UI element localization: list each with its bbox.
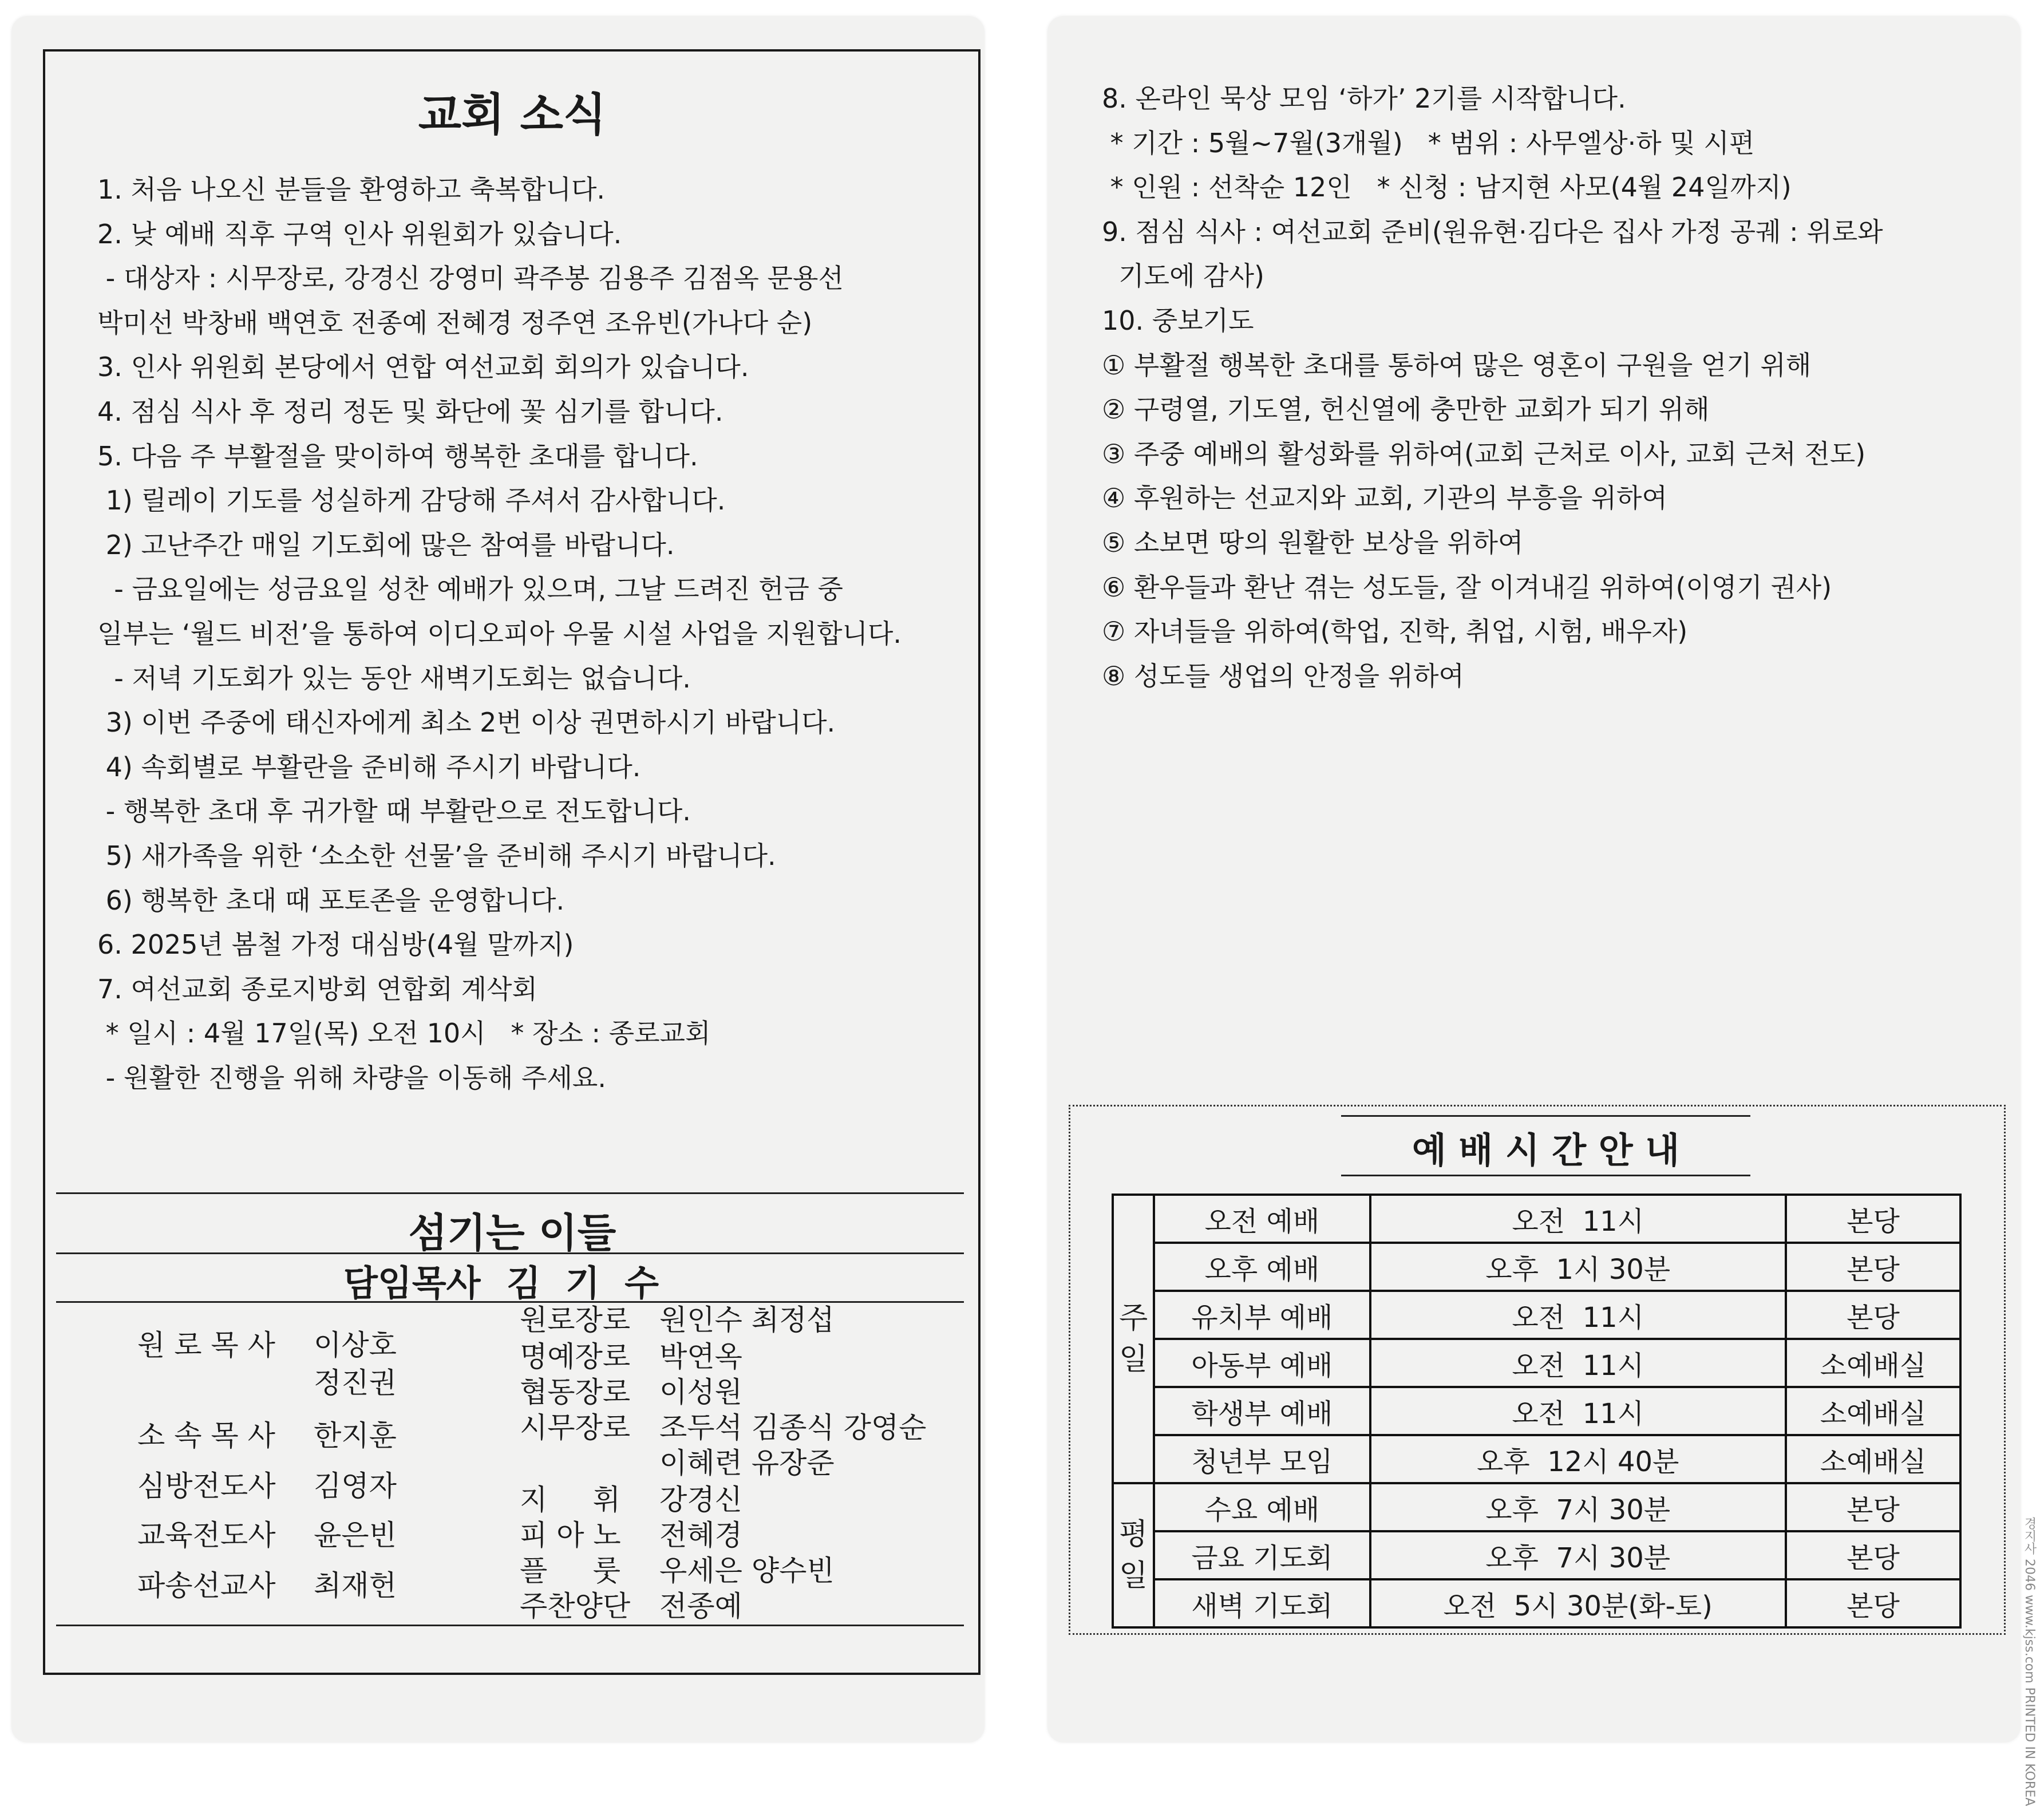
news-item: ⑦ 자녀들을 위하여(학업, 진학, 취업, 시험, 배우자) [1102,616,1688,647]
news-item: * 인원 : 선착순 12인 * 신청 : 남지현 사모(4월 24일까지) [1102,172,1792,203]
news-item: - 행복한 초대 후 귀가할 때 부활란으로 전도합니다. [97,796,691,827]
news-item: 기도에 감사) [1102,260,1264,292]
news-item: 4) 속회별로 부활란을 준비해 주시기 바랍니다. [97,751,641,783]
schedule-row [1113,1483,1960,1531]
staff-role: 파송선교사 [137,1569,276,1602]
staff-role: 주찬양단 [520,1590,631,1623]
schedule-title: 예 배 시 간 안 내 [1412,1129,1680,1171]
service-place: 본당 [1786,1195,1960,1243]
news-item: 2) 고난주간 매일 기도회에 많은 참여를 바랍니다. [97,529,675,560]
schedule-row [1113,1195,1960,1243]
staff-name: 박연옥 [659,1340,742,1373]
news-item: 8. 온라인 묵상 모임 ‘하가’ 2기를 시작합니다. [1102,83,1626,114]
schedule-group-label: 평 일 [1113,1483,1154,1627]
staff-name: 전종예 [659,1590,742,1623]
schedule-group-label: 주 일 [1113,1195,1154,1483]
news-item: 6) 행복한 초대 때 포토존을 운영합니다. [97,884,565,916]
news-item: 5. 다음 주 부활절을 맞이하여 행복한 초대를 합니다. [97,440,698,472]
news-item: * 일시 : 4월 17일(목) 오전 10시 * 장소 : 종로교회 [97,1018,711,1049]
staff-role: 협동장로 [520,1376,631,1409]
staff-name: 강경신 [659,1483,742,1516]
schedule-row [1113,1243,1960,1291]
service-place: 본당 [1786,1243,1960,1291]
news-item: 일부는 ‘월드 비전’을 통하여 이디오피아 우물 시설 사업을 지원합니다. [97,618,902,649]
service-place: 본당 [1786,1483,1960,1531]
schedule-row [1113,1291,1960,1339]
service-time: 오전 11시 [1370,1291,1786,1339]
service-name: 새벽 기도회 [1154,1579,1370,1627]
schedule-row [1113,1339,1960,1387]
staff-name: 최재헌 [314,1569,397,1602]
staff-name: 이성원 [659,1376,742,1409]
senior-pastor-label: 담임목사 [343,1262,481,1304]
service-time: 오전 11시 [1370,1339,1786,1387]
service-name: 오후 예배 [1154,1243,1370,1291]
staff-role: 플 룻 [520,1554,621,1587]
schedule-row [1113,1387,1960,1435]
news-item: 4. 점심 식사 후 정리 정돈 및 화단에 꽃 심기를 합니다. [97,396,723,427]
staff-role: 원로장로 [520,1303,631,1337]
staff-role: 명예장로 [520,1340,631,1373]
staff-name: 원인수 최정섭 [659,1303,835,1337]
imprint-text: 경지사 2046 www.kjss.com PRINTED IN KOREA [2022,1517,2037,1806]
divider [1341,1175,1750,1176]
staff-name: 한지훈 [314,1419,397,1452]
news-item: 1. 처음 나오신 분들을 환영하고 축복합니다. [97,174,606,205]
service-name: 아동부 예배 [1154,1339,1370,1387]
service-time: 오후 12시 40분 [1370,1435,1786,1483]
service-name: 수요 예배 [1154,1483,1370,1531]
staff-name: 김영자 [314,1469,397,1503]
news-item: 9. 점심 식사 : 여선교회 준비(원유현·김다은 집사 가정 공궤 : 위로와 [1102,216,1883,247]
news-item: ⑥ 환우들과 환난 겪는 성도들, 잘 이겨내길 위하여(이영기 권사) [1102,571,1832,603]
staff-name: 정진권 [314,1366,397,1400]
staff-name: 이혜련 유장준 [659,1447,835,1480]
service-time: 오후 7시 30분 [1370,1483,1786,1531]
service-time: 오후 1시 30분 [1370,1243,1786,1291]
staff-name: 이상호 [314,1329,397,1362]
staff-role: 피 아 노 [520,1519,621,1552]
news-item: ⑧ 성도들 생업의 안정을 위하여 [1102,660,1464,691]
schedule-row [1113,1531,1960,1579]
divider [1341,1115,1750,1117]
news-item: * 기간 : 5월~7월(3개월) * 범위 : 사무엘상·하 및 시편 [1102,127,1755,159]
service-place: 본당 [1786,1291,1960,1339]
news-item: 5) 새가족을 위한 ‘소소한 선물’을 준비해 주시기 바랍니다. [97,840,776,871]
service-time: 오전 11시 [1370,1195,1786,1243]
service-name: 학생부 예배 [1154,1387,1370,1435]
staff-role: 시무장로 [520,1411,631,1444]
news-item: 3) 이번 주중에 태신자에게 최소 2번 이상 권면하시기 바랍니다. [97,707,836,738]
divider [56,1252,964,1254]
news-item: 2. 낮 예배 직후 구역 인사 위원회가 있습니다. [97,218,622,250]
news-item: - 대상자 : 시무장로, 강경신 강영미 곽주봉 김용주 김점옥 문용선 [97,263,844,294]
service-time: 오전 5시 30분(화-토) [1370,1579,1786,1627]
service-name: 오전 예배 [1154,1195,1370,1243]
news-title: 교회 소식 [418,89,607,141]
staff-name: 조두석 김종식 강영순 [659,1411,927,1444]
staff-name: 우세은 양수빈 [659,1554,835,1587]
news-item: 3. 인사 위원회 본당에서 연합 여선교회 회의가 있습니다. [97,351,749,383]
staff-role: 심방전도사 [137,1469,276,1503]
divider [56,1625,964,1626]
service-time: 오전 11시 [1370,1387,1786,1435]
news-item: 7. 여선교회 종로지방회 연합회 계삭회 [97,973,537,1005]
senior-pastor-name: 김 기 수 [507,1262,659,1304]
news-item: ③ 주중 예배의 활성화를 위하여(교회 근처로 이사, 교회 근처 전도) [1102,438,1866,469]
news-item: ⑤ 소보면 땅의 원활한 보상을 위하여 [1102,527,1524,558]
staff-role: 지 휘 [520,1483,621,1516]
staff-name: 전혜경 [659,1519,742,1552]
service-name: 유치부 예배 [1154,1291,1370,1339]
schedule-table [1112,1194,1962,1629]
schedule-row [1113,1579,1960,1627]
schedule-row [1113,1435,1960,1483]
service-place: 본당 [1786,1531,1960,1579]
news-item: 10. 중보기도 [1102,305,1254,336]
news-item: 박미선 박창배 백연호 전종예 전혜경 정주연 조유빈(가나다 순) [97,307,813,338]
service-time: 오후 7시 30분 [1370,1531,1786,1579]
service-place: 소예배실 [1786,1339,1960,1387]
servants-title: 섬기는 이들 [408,1210,616,1256]
news-item: - 원활한 진행을 위해 차량을 이동해 주세요. [97,1062,606,1093]
staff-name: 윤은빈 [314,1519,397,1552]
service-place: 본당 [1786,1579,1960,1627]
service-place: 소예배실 [1786,1435,1960,1483]
divider [56,1192,964,1194]
news-item: ② 구령열, 기도열, 헌신열에 충만한 교회가 되기 위해 [1102,394,1710,425]
staff-role: 원 로 목 사 [137,1329,275,1362]
staff-role: 소 속 목 사 [137,1419,275,1452]
news-item: 1) 릴레이 기도를 성실하게 감당해 주셔서 감사합니다. [97,485,726,516]
service-name: 청년부 모임 [1154,1435,1370,1483]
service-name: 금요 기도회 [1154,1531,1370,1579]
news-item: - 저녁 기도회가 있는 동안 새벽기도회는 없습니다. [97,662,691,694]
news-item: ① 부활절 행복한 초대를 통하여 많은 영혼이 구원을 얻기 위해 [1102,349,1812,381]
news-item: 6. 2025년 봄철 가정 대심방(4월 말까지) [97,929,574,961]
news-item: - 금요일에는 성금요일 성찬 예배가 있으며, 그날 드려진 헌금 중 [97,574,843,605]
news-item: ④ 후원하는 선교지와 교회, 기관의 부흥을 위하여 [1102,483,1667,514]
staff-role: 교육전도사 [137,1519,276,1552]
service-place: 소예배실 [1786,1387,1960,1435]
